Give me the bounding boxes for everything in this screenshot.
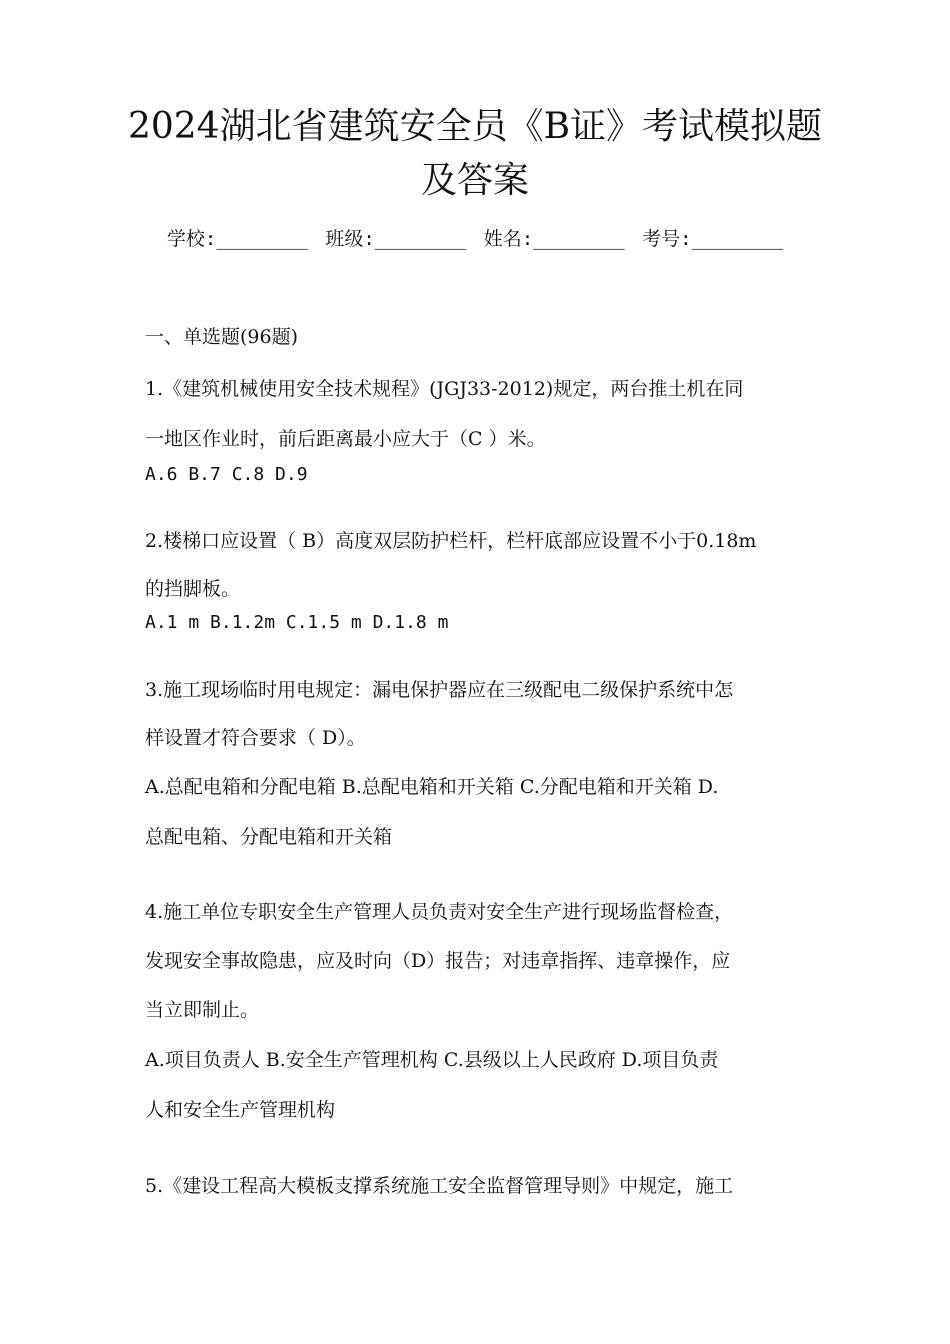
question-5-line-1: 5.《建设工程高大模板支撑系统施工安全监督管理导则》中规定，施工 <box>145 1175 734 1197</box>
question-4-line-3: 当立即制止。 <box>145 999 260 1021</box>
question-3-options-line-2: 总配电箱、分配电箱和开关箱 <box>145 826 393 848</box>
exam-number-field: 考号:________ <box>642 228 784 250</box>
question-4-options-line-2: 人和安全生产管理机构 <box>145 1099 336 1121</box>
question-1-line-1: 1.《建筑机械使用安全技术规程》(JGJ33-2012)规定，两台推土机在同 <box>145 378 744 400</box>
question-1-options: A.6 B.7 C.8 D.9 <box>145 464 308 485</box>
title-line-2: 及答案 <box>420 160 529 201</box>
student-info-row <box>0 224 950 251</box>
school-field: 学校:________ <box>166 228 308 250</box>
question-2-options: A.1 m B.1.2m C.1.5 m D.1.8 m <box>145 612 449 633</box>
question-4-line-1: 4.施工单位专职安全生产管理人员负责对安全生产进行现场监督检查， <box>145 901 734 923</box>
name-field: 姓名:________ <box>483 228 625 250</box>
question-1-line-2: 一地区作业时，前后距离最小应大于（C ）米。 <box>145 428 546 450</box>
question-3-line-2: 样设置才符合要求（ D）。 <box>145 727 366 749</box>
question-2-line-2: 的挡脚板。 <box>145 578 241 600</box>
class-field: 班级:________ <box>325 228 467 250</box>
question-4-line-2: 发现安全事故隐患，应及时向（D）报告；对违章指挥、违章操作，应 <box>145 950 731 972</box>
question-2-line-1: 2.楼梯口应设置（ B）高度双层防护栏杆，栏杆底部应设置不小于0.18m <box>145 530 757 552</box>
title-line-1: 2024湖北省建筑安全员《B证》考试模拟题 <box>127 106 823 147</box>
section-heading: 一、单选题(96题) <box>145 326 299 348</box>
document-title <box>110 100 840 208</box>
question-3-options-line-1: A.总配电箱和分配电箱 B.总配电箱和开关箱 C.分配电箱和开关箱 D. <box>145 776 719 798</box>
question-4-options-line-1: A.项目负责人 B.安全生产管理机构 C.县级以上人民政府 D.项目负责 <box>145 1049 719 1071</box>
question-3-line-1: 3.施工现场临时用电规定：漏电保护器应在三级配电二级保护系统中怎 <box>145 679 734 701</box>
